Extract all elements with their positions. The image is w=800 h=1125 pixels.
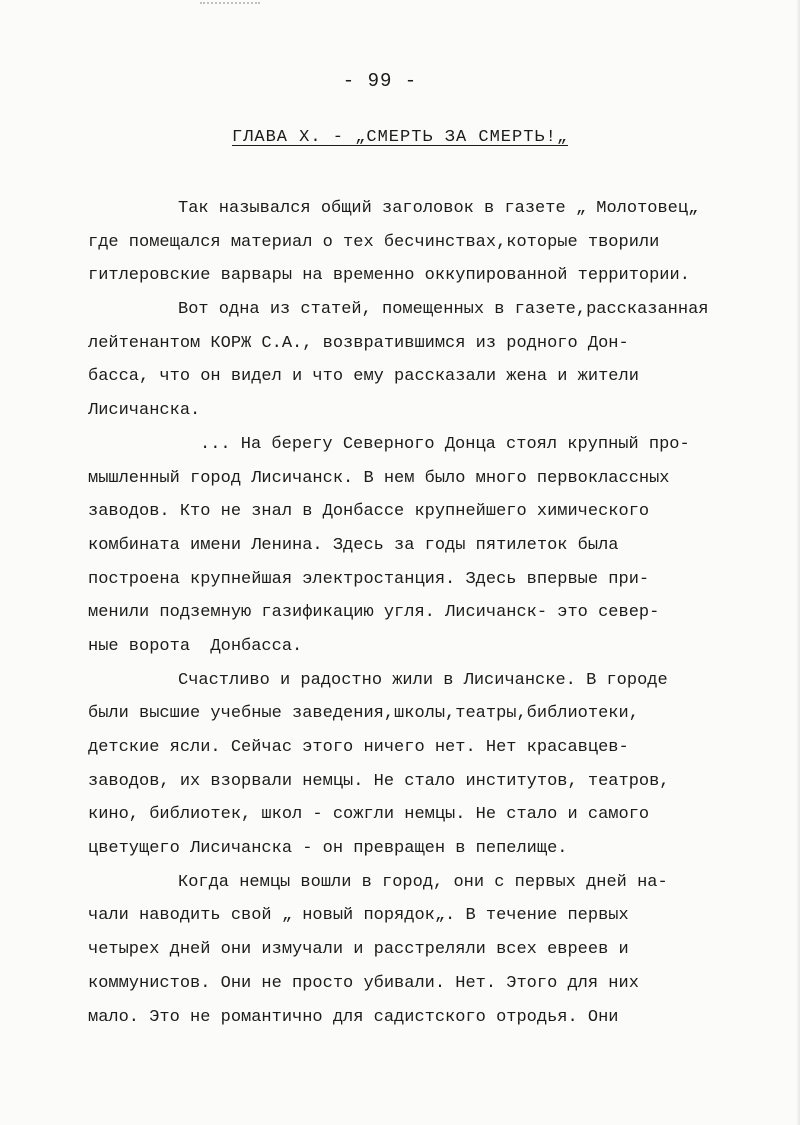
page-number: - 99 - — [342, 70, 418, 92]
text-line: Так назывался общий заголовок в газете „ Молотовец„ — [178, 199, 699, 218]
text-line: заводов. Кто не знал в Донбассе крупнейшего химического — [88, 502, 650, 522]
text-line: лейтенантом КОРЖ С.А., возвратившимся из родного Дон- — [88, 333, 629, 353]
text-line: ные ворота Донбасса. — [88, 636, 303, 656]
page-edge-shadow — [796, 0, 800, 1125]
text-line: мышленный город Лисичанск. В нем было много первоклассных — [88, 468, 670, 488]
text-line: были высшие учебные заведения,школы,театры,библиотеки, — [88, 704, 639, 724]
text-line: где помещался материал о тех бесчинствах,которые творили — [88, 232, 660, 252]
text-line: коммунистов. Они не просто убивали. Нет. Этого для них — [88, 973, 639, 993]
text-line: Вот одна из статей, помещенных в газете,рассказанная — [178, 300, 709, 320]
text-line: комбината имени Ленина. Здесь за годы пятилеток была — [88, 535, 619, 555]
text-line: Когда немцы вошли в город, они с первых дней на- — [178, 872, 668, 892]
text-line: кино, библиотек, школ - сожгли немцы. Не стало и самого — [88, 805, 650, 825]
text-line: менили подземную газификацию угля. Лисичанск- это север- — [88, 603, 660, 623]
text-line: гитлеровские варвары на временно оккупированной территории. — [88, 266, 690, 286]
text-line: Лисичанска. — [88, 401, 201, 421]
text-line: детские ясли. Сейчас этого ничего нет. Нет красавцев- — [88, 738, 629, 757]
text-line: ... На берегу Северного Донца стоял крупный про- — [200, 434, 690, 454]
text-line: заводов, их взорвали немцы. Не стало институтов, театров, — [88, 771, 670, 791]
chapter-title: ГЛАВА Х. - „СМЕРТЬ ЗА СМЕРТЬ!„ — [231, 128, 569, 147]
text-line: Счастливо и радостно жили в Лисичанске. В городе — [178, 670, 668, 690]
text-line: чали наводить свой „ новый порядок„. В течение первых — [88, 906, 629, 926]
text-line: цветущего Лисичанска - он превращен в пепелище. — [88, 839, 568, 859]
text-line: мало. Это не романтично для садистского отродья. Они — [88, 1007, 619, 1027]
text-line: басса, что он видел и что ему рассказали жена и жители — [88, 367, 639, 387]
body-text — [40, 192, 785, 1034]
scan-artifact — [200, 2, 260, 8]
text-line: построена крупнейшая электростанция. Здесь впервые при- — [88, 569, 650, 589]
text-line: четырех дней они измучали и расстреляли всех евреев и — [88, 940, 629, 960]
